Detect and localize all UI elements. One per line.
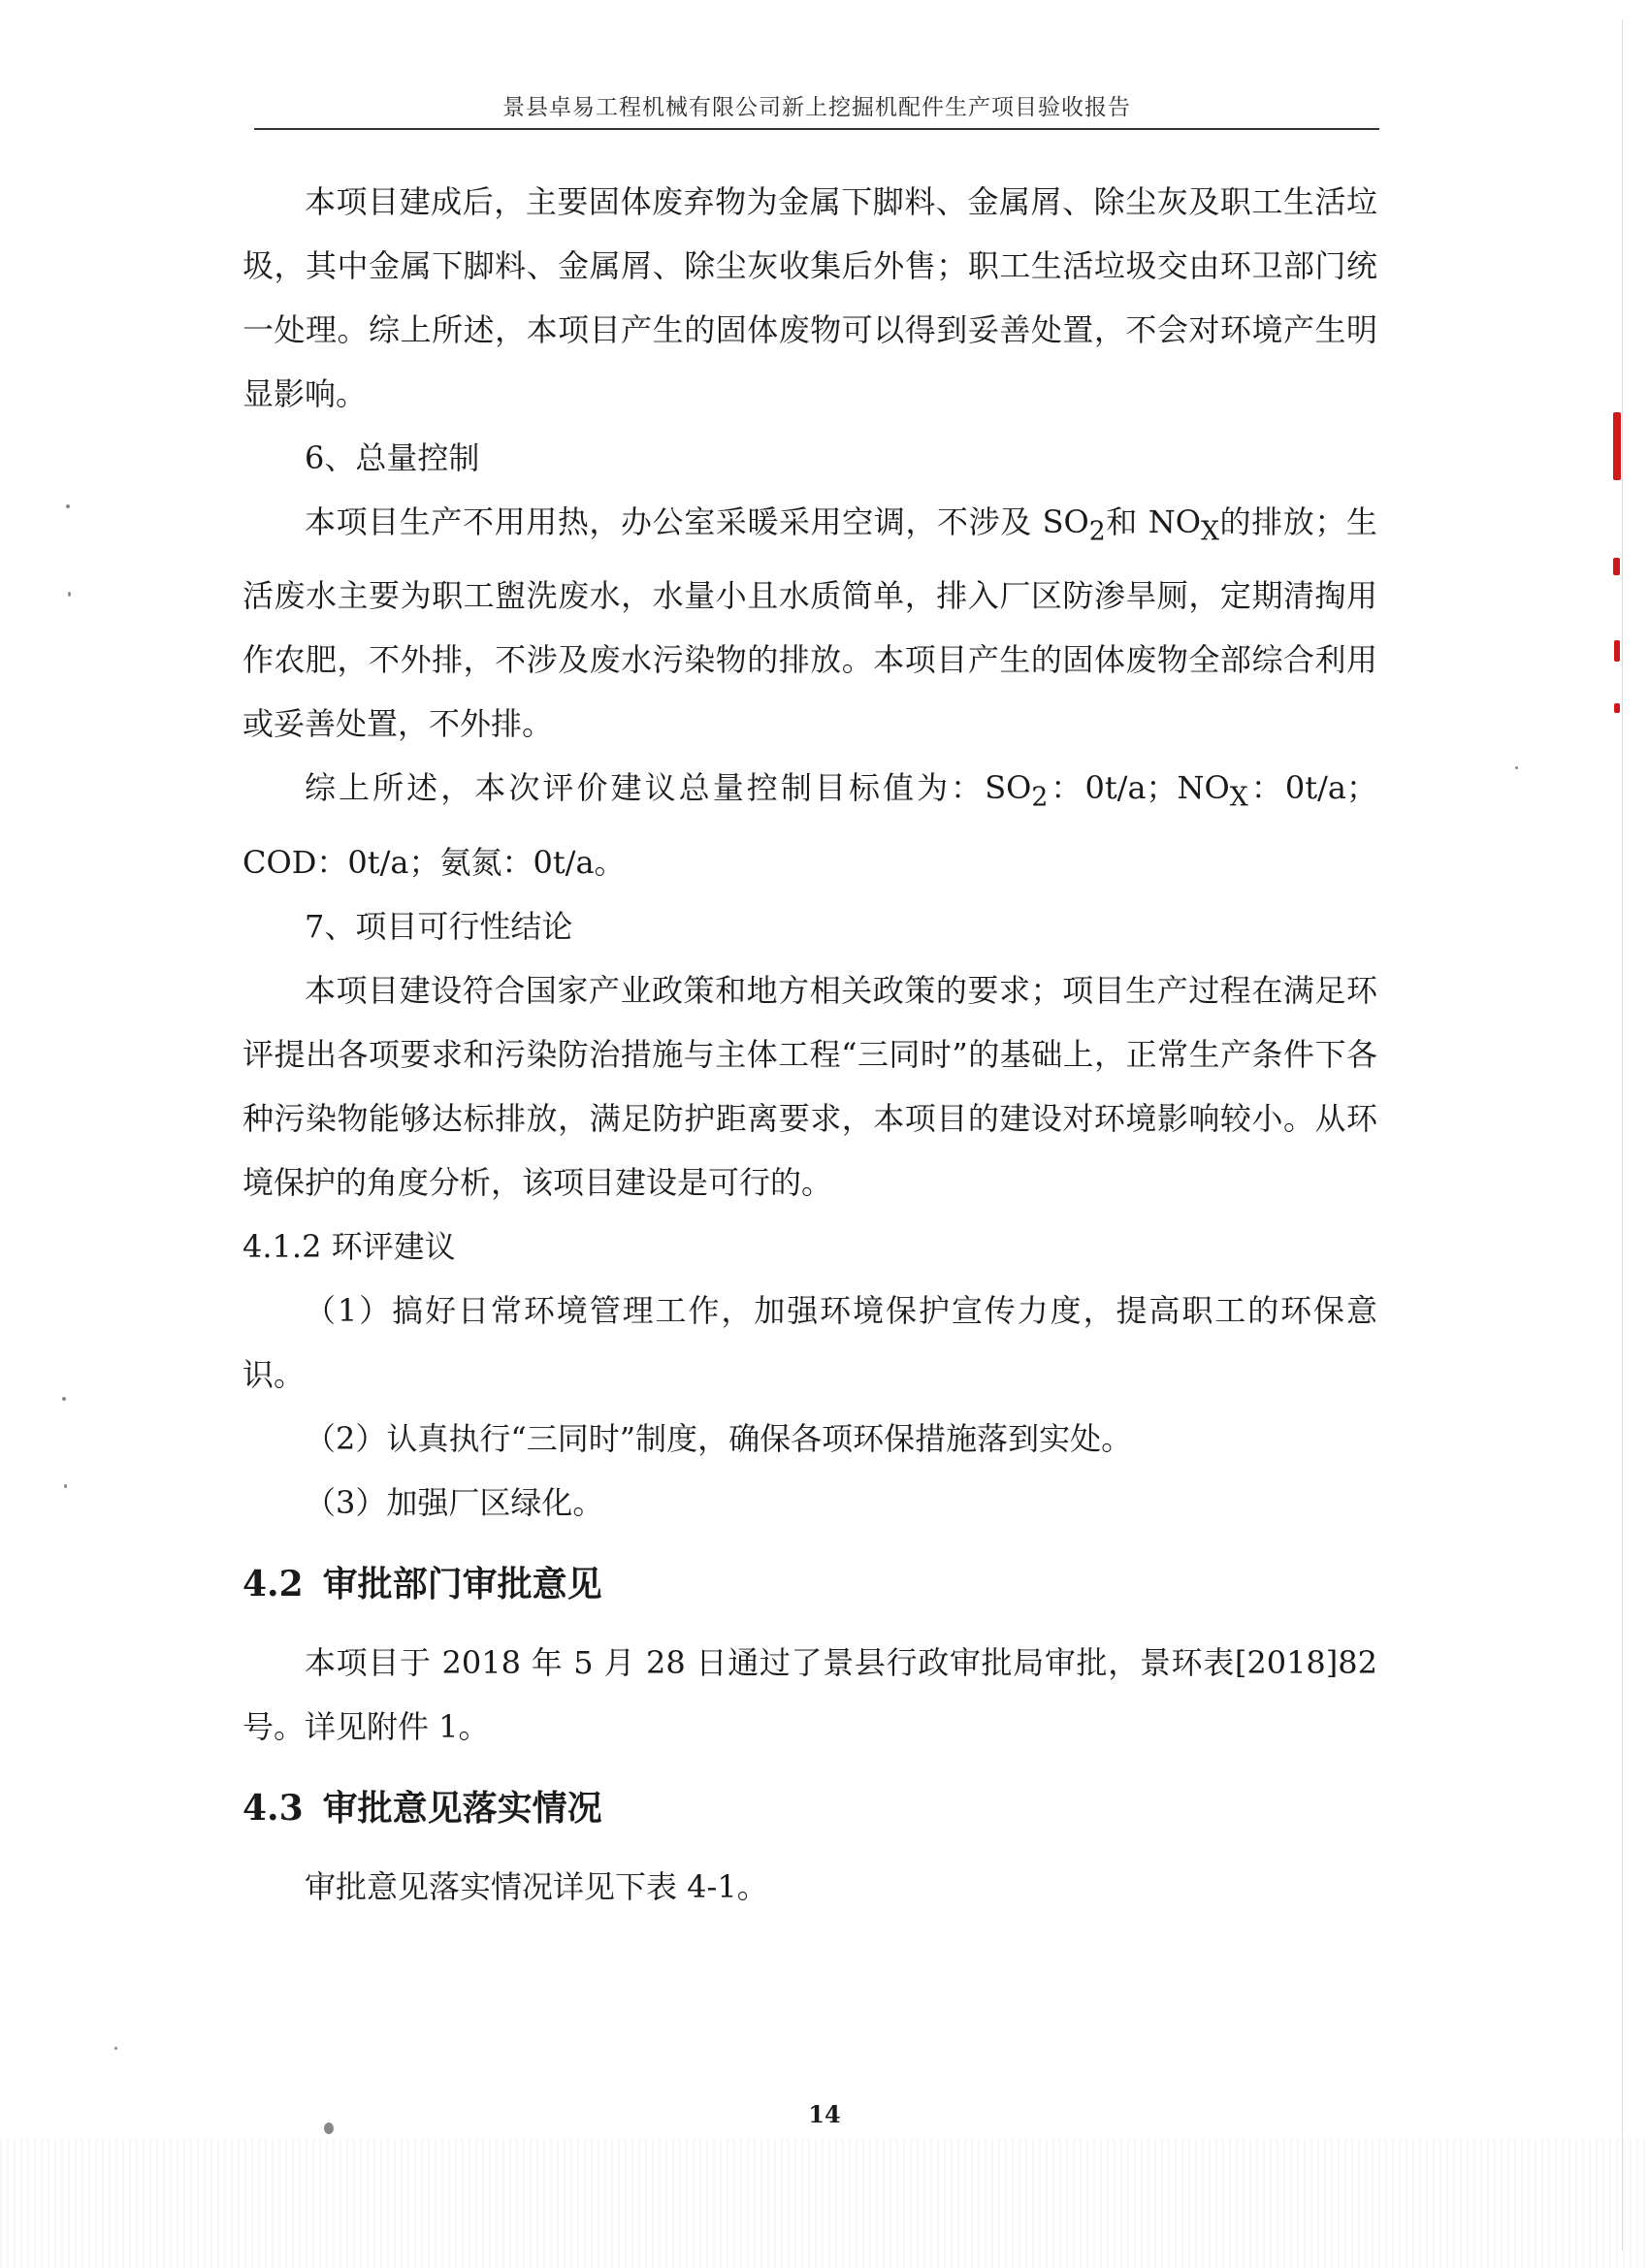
- subscript: 2: [1031, 782, 1049, 813]
- paragraph-total-control-2: [242, 756, 1377, 893]
- seal-edge-mark: [1613, 412, 1621, 480]
- scan-noise-band: [0, 2139, 1649, 2268]
- scan-speck: [64, 1484, 67, 1488]
- text-span: 和 NO: [1105, 503, 1201, 540]
- page-number: 14: [808, 2100, 841, 2128]
- heading-feasibility: 7、项目可行性结论: [305, 907, 573, 945]
- heading-4-3: [242, 1768, 1377, 1849]
- text-span: 综上所述，本次评价建议总量控制目标值为：SO: [305, 769, 1032, 807]
- scan-speck: [66, 504, 70, 508]
- scan-speck: [114, 2047, 117, 2050]
- scan-edge-line: [1622, 19, 1623, 2251]
- paragraph-approval: 本项目于 2018 年 5 月 28 日通过了景县行政审批局审批，景环表[2018]82 号。详见附件 1。: [242, 1643, 1377, 1745]
- body-text: [242, 170, 1377, 1919]
- text-span: ：0t/a；NO: [1048, 769, 1230, 807]
- scan-speck: [68, 592, 71, 597]
- section-title: 审批意见落实情况: [322, 1788, 602, 1829]
- running-header: 景县卓易工程机械有限公司新上挖掘机配件生产项目验收报告: [502, 95, 1131, 120]
- text-span: 本项目生产不用用热，办公室采暖采用空调，不涉及 SO: [305, 503, 1089, 540]
- scan-speck: [1515, 766, 1518, 769]
- subscript: X: [1229, 782, 1248, 813]
- heading-4-1-2: 4.1.2 环评建议: [242, 1227, 456, 1265]
- suggestion-item-3: （3）加强厂区绿化。: [305, 1483, 604, 1521]
- paragraph-total-control-1: [242, 490, 1377, 756]
- heading-total-control: 6、总量控制: [305, 439, 480, 476]
- paragraph-implementation: 审批意见落实情况详见下表 4-1。: [305, 1867, 768, 1905]
- section-number: 4.2: [242, 1563, 304, 1604]
- text-span: ：0t/a；COD：0t/a；氨氮：0t/a。: [242, 769, 1377, 881]
- suggestion-item-2: （2）认真执行“三同时”制度，确保各项环保措施落到实处。: [305, 1419, 1133, 1457]
- subscript: X: [1200, 516, 1219, 547]
- heading-4-2: [242, 1544, 1377, 1625]
- seal-edge-mark: [1614, 640, 1620, 662]
- seal-edge-mark: [1613, 558, 1620, 575]
- paragraph-solid-waste: 本项目建成后，主要固体废弃物为金属下脚料、金属屑、除尘灰及职工生活垃圾，其中金属下脚料、金属屑、除尘灰收集后外售；职工生活垃圾交由环卫部门统一处理。综上所述，本项目产生的固体废物可以得到妥善处置，不会对环境产生明显影响。: [242, 183, 1377, 412]
- seal-edge-mark: [1614, 703, 1620, 713]
- text-span: 的排放；生活废水主要为职工盥洗废水，水量小且水质简单，排入厂区防渗旱厕，定期清掏用作农肥，不外排，不涉及废水污染物的排放。本项目产生的固体废物全部综合利用或妥善处置，不外排。: [242, 503, 1377, 743]
- scan-speck: [324, 2122, 334, 2134]
- suggestion-item-1: （1）搞好日常环境管理工作，加强环境保护宣传力度，提高职工的环保意识。: [242, 1291, 1377, 1393]
- paragraph-feasibility: 本项目建设符合国家产业政策和地方相关政策的要求；项目生产过程在满足环评提出各项要求和污染防治措施与主体工程“三同时”的基础上，正常生产条件下各种污染物能够达标排放，满足防护距离要求，本项目的建设对环境影响较小。从环境保护的角度分析，该项目建设是可行的。: [242, 971, 1377, 1201]
- header-rule: [254, 128, 1379, 130]
- section-number: 4.3: [242, 1787, 304, 1829]
- scan-speck: [62, 1397, 66, 1401]
- section-title: 审批部门审批意见: [322, 1564, 602, 1604]
- subscript: 2: [1088, 516, 1106, 547]
